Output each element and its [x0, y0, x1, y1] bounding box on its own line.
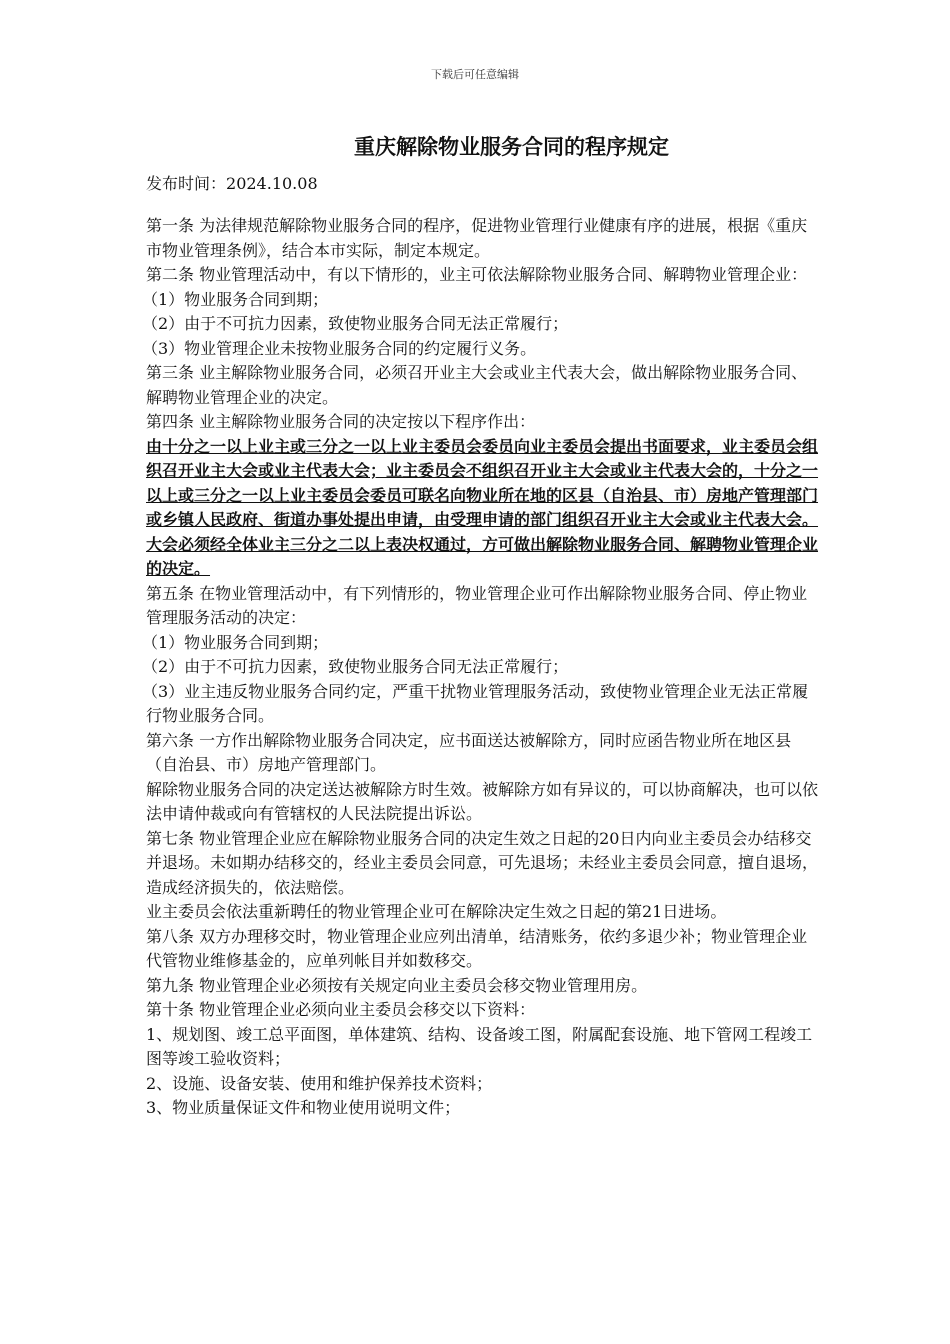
article-6: 第六条 一方作出解除物业服务合同决定，应书面送达被解除方，同时应函告物业所在地区县（自治县、市）房地产管理部门。: [146, 730, 792, 774]
article-5-item-2: （2）由于不可抗力因素，致使物业服务合同无法正常履行；: [142, 657, 569, 676]
article-4-vote-requirement: 大会必须经全体业主三分之二以上表决权通过，方可做出解除物业服务合同、解聘物业管理企业的决定。: [146, 534, 819, 578]
article-2-item-3: （3）物业管理企业未按物业服务合同的约定履行义务。: [142, 338, 537, 358]
article-6-effect: 解除物业服务合同的决定送达被解除方时生效。被解除方如有异议的，可以协商解决，也可以依法申请仲裁或向有管辖权的人民法院提出诉讼。: [146, 779, 819, 823]
article-2-item-1: （1）物业服务合同到期；: [142, 289, 329, 309]
article-7-new-company: 业主委员会依法重新聘任的物业管理企业可在解除决定生效之日起的第21日进场。: [146, 902, 727, 921]
article-2-item-2: （2）由于不可抗力因素，致使物业服务合同无法正常履行；: [142, 314, 569, 333]
document-body: [142, 214, 819, 1121]
article-3: 第三条 业主解除物业服务合同，必须召开业主大会或业主代表大会，做出解除物业服务合同、解聘物业管理企业的决定。: [146, 363, 808, 407]
article-10-item-3: 3、物业质量保证文件和物业使用说明文件；: [146, 1098, 461, 1117]
article-10: 第十条 物业管理企业必须向业主委员会移交以下资料：: [146, 1000, 536, 1019]
article-4: 第四条 业主解除物业服务合同的决定按以下程序作出：: [146, 412, 536, 431]
page-header-note: 下载后可任意编辑: [431, 68, 519, 81]
article-5-item-1: （1）物业服务合同到期；: [142, 632, 329, 652]
article-7: 第七条 物业管理企业应在解除物业服务合同的决定生效之日起的20日内向业主委员会办结移交并退场。未如期办结移交的，经业主委员会同意，可先退场；未经业主委员会同意，擅自退场，造成经济损失的，依法赔偿。: [146, 828, 819, 897]
publish-label: 发布时间：: [146, 174, 227, 193]
article-2: 第二条 物业管理活动中，有以下情形的，业主可依法解除物业服务合同、解聘物业管理企业：: [146, 265, 808, 284]
publish-info: [146, 171, 318, 194]
article-8: 第八条 双方办理移交时，物业管理企业应列出清单，结清账务，依约多退少补；物业管理企业代管物业维修基金的，应单列帐目并如数移交。: [146, 926, 808, 970]
article-9: 第九条 物业管理企业必须按有关规定向业主委员会移交物业管理用房。: [146, 975, 648, 995]
publish-date: 2024.10.08: [226, 174, 318, 193]
article-5-item-3: （3）业主违反物业服务合同约定，严重干扰物业管理服务活动，致使物业管理企业无法正常履行物业服务合同。: [142, 681, 809, 725]
article-10-item-1: 1、规划图、竣工总平面图，单体建筑、结构、设备竣工图，附属配套设施、地下管网工程竣工图等竣工验收资料；: [146, 1024, 813, 1068]
article-10-item-2: 2、设施、设备安装、使用和维护保养技术资料；: [146, 1073, 493, 1093]
document-title: 重庆解除物业服务合同的程序规定: [354, 135, 669, 159]
article-1: 第一条 为法律规范解除物业服务合同的程序，促进物业管理行业健康有序的进展，根据《重庆市物业管理条例》，结合本市实际，制定本规定。: [146, 216, 808, 260]
article-5: 第五条 在物业管理活动中，有下列情形的，物业管理企业可作出解除物业服务合同、停止物业管理服务活动的决定：: [146, 583, 808, 627]
article-4-procedure: 由十分之一以上业主或三分之一以上业主委员会委员向业主委员会提出书面要求，业主委员会组织召开业主大会或业主代表大会；业主委员会不组织召开业主大会或业主代表大会的，十分之一以上或三分之一以上业主委员会委员可联名向物业所在地的区县（自治县、市）房地产管理部门或乡镇人民政府、街道办事处提出申请，由受理申请的部门组织召开业主大会或业主代表大会。: [146, 436, 819, 529]
